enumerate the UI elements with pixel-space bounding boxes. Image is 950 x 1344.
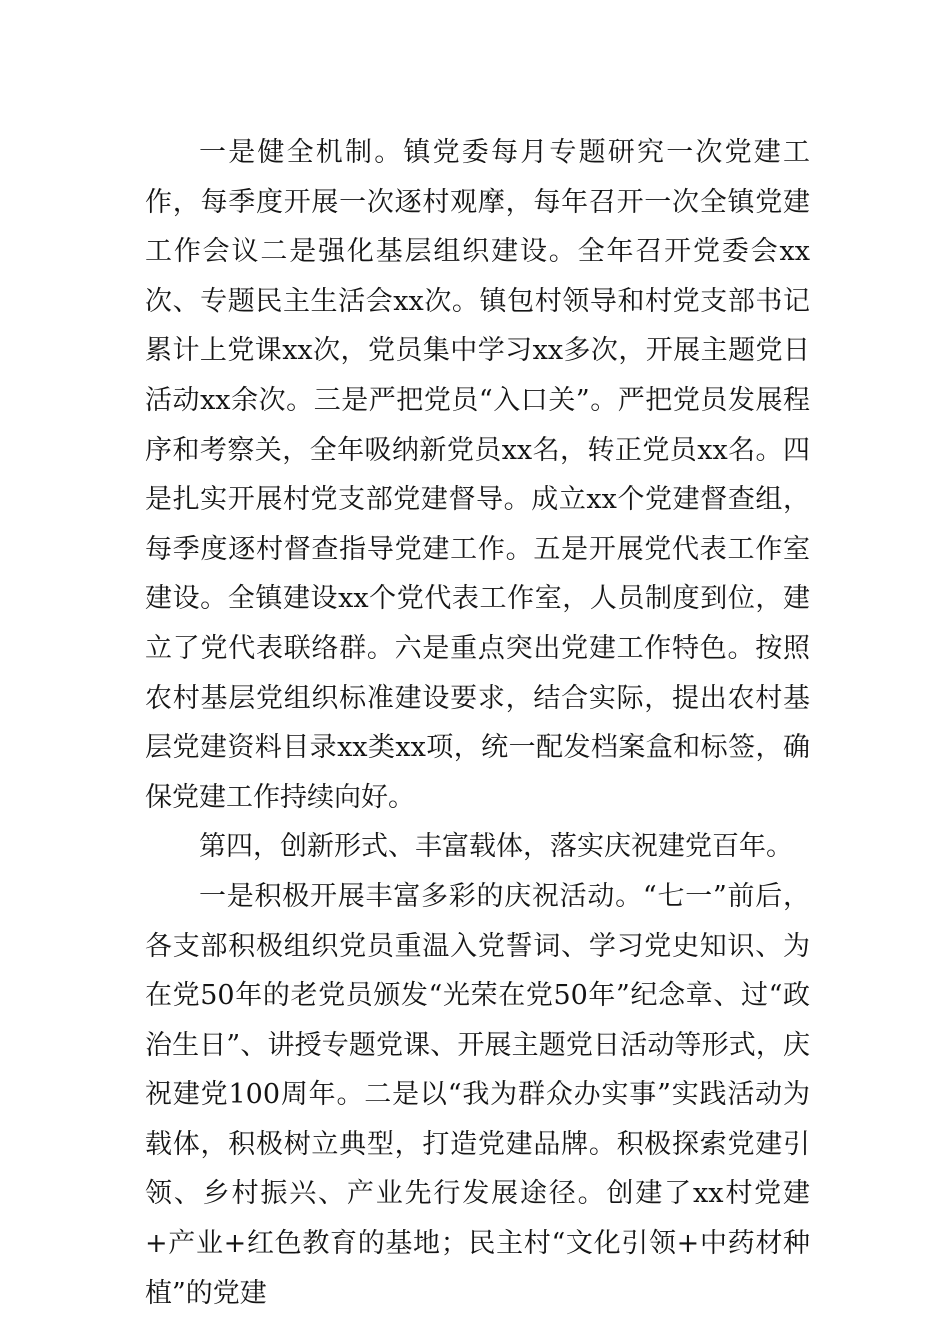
paragraph-section-heading: 第四，创新形式、丰富载体，落实庆祝建党百年。 bbox=[199, 831, 793, 863]
paragraph-mechanism: 一是健全机制。镇党委每月专题研究一次党建工作，每季度开展一次逐村观摩，每年召开一次全镇党建工作会议二是强化基层组织建设。全年召开党委会xx次、专题民主生活会xx次。镇包村领导和村党支部书记累计上党课xx次，党员集中学习xx多次，开展主题党日活动xx余次。三是严把党员“入口关”。严把党员发展程序和考察关，全年吸纳新党员xx名，转正党员xx名。四是扎实开展村党支部党建督导。成立xx个党建督查组，每季度逐村督查指导党建工作。五是开展党代表工作室建设。全镇建设xx个党代表工作室，人员制度到位，建立了党代表联络群。六是重点突出党建工作特色。按照农村基层党组织标准建设要求，结合实际，提出农村基层党建资料目录xx类xx项，统一配发档案盒和标签，确保党建工作持续向好。 bbox=[145, 137, 810, 813]
paragraph-celebration: 一是积极开展丰富多彩的庆祝活动。“七一”前后，各支部积极组织党员重温入党誓词、学习党史知识、为在党50年的老党员颁发“光荣在党50年”纪念章、过“政治生日”、讲授专题党课、开展主题党日活动等形式，庆祝建党100周年。二是以“我为群众办实事”实践活动为载体，积极树立典型，打造党建品牌。积极探索党建引领、乡村振兴、产业先行发展途径。创建了xx村党建+产业+红色教育的基地；民主村“文化引领+中药材种植”的党建 bbox=[145, 880, 810, 1309]
document-body bbox=[145, 128, 810, 1318]
